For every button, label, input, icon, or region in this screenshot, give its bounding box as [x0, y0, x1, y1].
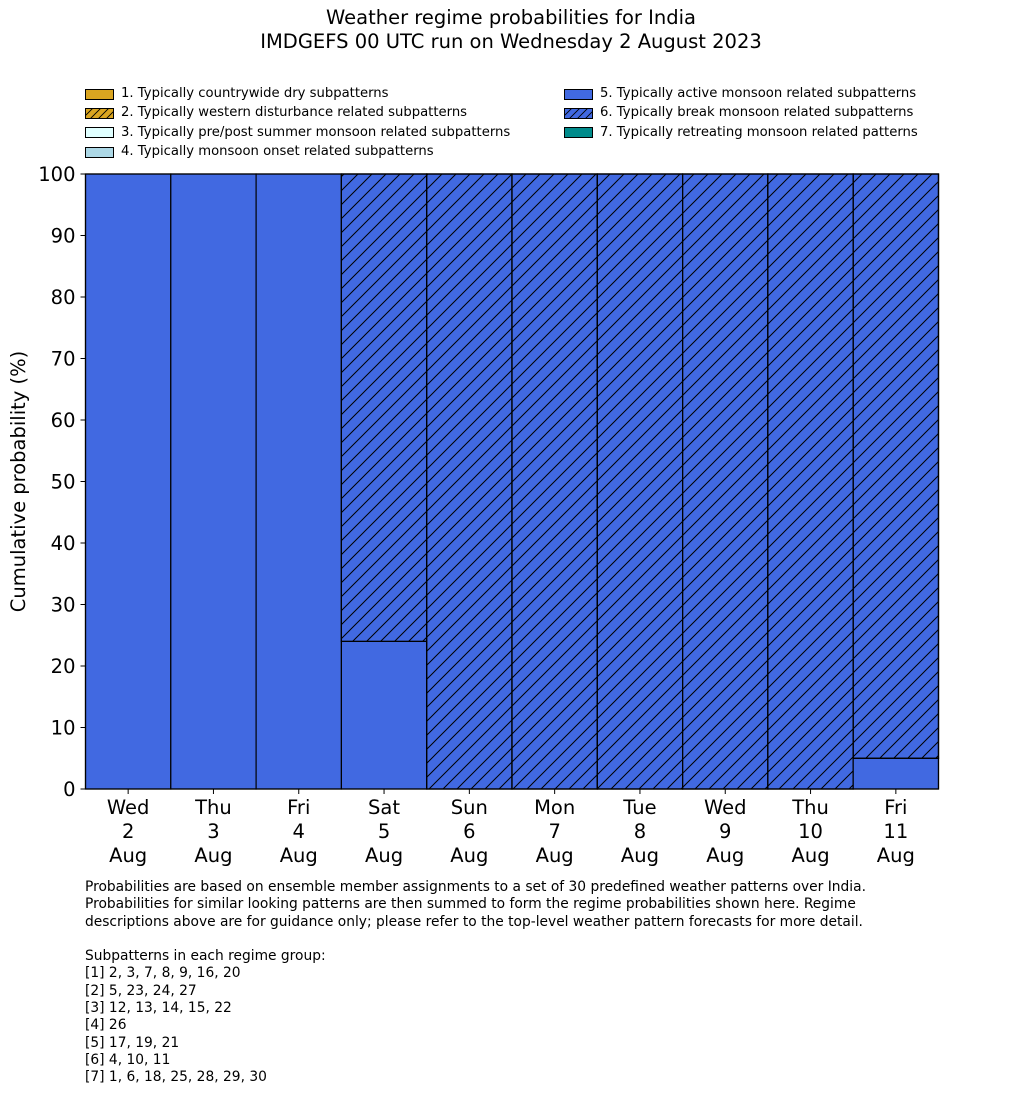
bar-segment	[853, 174, 938, 758]
y-tick-label: 0	[63, 778, 76, 801]
footer-line: descriptions above are for guidance only; please refer to the top-level weather pattern forecasts for more detail.	[85, 913, 863, 930]
y-tick-label: 60	[50, 409, 76, 432]
footer-notes	[85, 879, 866, 1087]
footer-line: Probabilities for similar looking patterns are then summed to form the regime probabilities shown here. Regime	[85, 896, 856, 913]
legend-label: 7. Typically retreating monsoon related patterns	[600, 124, 918, 140]
footer-line: [7] 1, 6, 18, 25, 28, 29, 30	[85, 1069, 267, 1086]
footer-line: Probabilities are based on ensemble member assignments to a set of 30 predefined weather patterns over India.	[85, 879, 866, 895]
bar-segment	[86, 174, 171, 789]
footer-line: [3] 12, 13, 14, 15, 22	[85, 1000, 232, 1017]
footer-line: [6] 4, 10, 11	[85, 1051, 171, 1068]
y-tick-label: 100	[38, 163, 76, 186]
legend-label: 1. Typically countrywide dry subpatterns	[121, 86, 389, 101]
footer-line: Subpatterns in each regime group:	[85, 948, 326, 965]
footer-line: [2] 5, 23, 24, 27	[85, 982, 197, 999]
x-tick-label: Tue 8 Aug	[620, 796, 659, 867]
legend-label: 2. Typically western disturbance related subpatterns	[121, 105, 468, 121]
footer-line	[85, 931, 866, 948]
y-tick-label: 80	[50, 286, 76, 309]
footer-line: [1] 2, 3, 7, 8, 9, 16, 20	[85, 965, 241, 982]
x-tick-label: Fri 4 Aug	[279, 796, 318, 867]
y-tick-label: 90	[50, 224, 76, 248]
x-tick-label: Wed 2 Aug	[106, 796, 150, 867]
x-tick-label: Wed 9 Aug	[703, 796, 747, 867]
bar-segment	[768, 174, 853, 789]
y-tick-label: 40	[50, 532, 76, 555]
x-tick-label: Mon 7 Aug	[534, 796, 576, 867]
legend-label: 4. Typically monsoon onset related subpatterns	[121, 144, 434, 160]
bar-segment	[597, 174, 682, 789]
bar-segment	[256, 174, 341, 789]
y-tick-label: 70	[50, 347, 76, 371]
y-axis-label: Cumulative probability (%)	[7, 350, 30, 613]
y-tick-label: 20	[50, 655, 76, 678]
x-tick-label: Sat 5 Aug	[365, 796, 404, 867]
footer-line: [5] 17, 19, 21	[85, 1034, 180, 1051]
title-line-2: IMDGEFS 00 UTC run on Wednesday 2 August 2023	[260, 30, 762, 53]
x-tick-label: Thu 10 Aug	[791, 796, 830, 867]
title-line-1: Weather regime probabilities for India	[325, 6, 696, 29]
x-tick-label: Thu 3 Aug	[194, 796, 233, 867]
legend-label: 6. Typically break monsoon related subpatterns	[600, 105, 914, 121]
bar-segment	[341, 641, 426, 789]
footer-line: [4] 26	[85, 1017, 127, 1034]
legend-label: 5. Typically active monsoon related subpatterns	[600, 86, 917, 101]
bar-segment	[427, 174, 512, 789]
bar-segment	[512, 174, 597, 789]
bar-segment	[683, 174, 768, 789]
bar-segment	[171, 174, 256, 789]
x-tick-label: Sun 6 Aug	[450, 796, 489, 867]
legend-label: 3. Typically pre/post summer monsoon related subpatterns	[121, 124, 511, 140]
y-tick-label: 50	[50, 470, 76, 494]
bar-segment	[853, 758, 938, 789]
y-tick-label: 30	[50, 593, 76, 617]
bar-segment	[341, 174, 426, 641]
y-tick-label: 10	[50, 716, 76, 740]
x-tick-label: Fri 11 Aug	[876, 796, 915, 867]
